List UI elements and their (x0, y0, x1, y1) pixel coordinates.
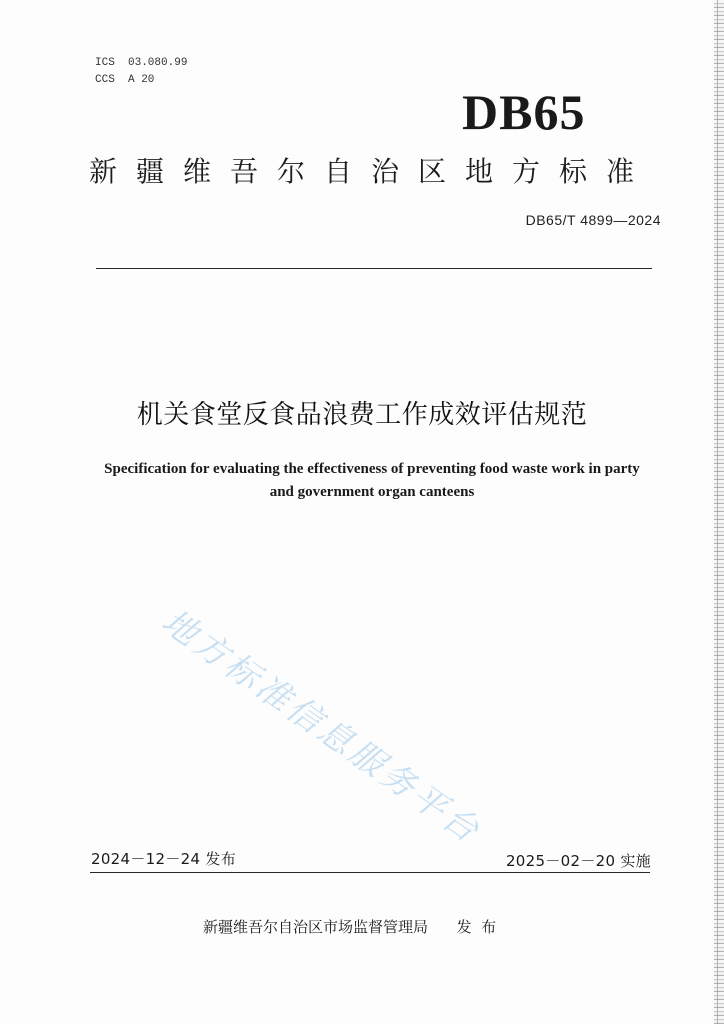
ccs-code: CCS A 20 (95, 74, 155, 86)
watermark: 地方标准信息服务平台 (154, 601, 489, 853)
implementation-date: 2025－02－20 实施 (505, 852, 651, 870)
document-title-en: Specification for evaluating the effectiveness of preventing food waste work in party and government organ canteens (104, 461, 640, 500)
standard-type-heading: 新疆维吾尔自治区地方标准 (89, 155, 654, 188)
scan-edge-line (717, 0, 718, 1024)
scan-edge-artifact (714, 0, 724, 1024)
standard-number: DB65/T 4899—2024 (525, 212, 661, 228)
classification-codes (95, 55, 187, 89)
bottom-divider (90, 872, 650, 873)
top-divider (96, 268, 652, 269)
publisher: 新疆维吾尔自治区市场监督管理局 发 布 (203, 918, 497, 936)
db65-emblem: DB65 (462, 84, 586, 140)
issue-date: 2024－12－24 发布 (91, 850, 237, 868)
ics-code: ICS 03.080.99 (95, 57, 188, 69)
document-title-zh: 机关食堂反食品浪费工作成效评估规范 (136, 400, 588, 430)
